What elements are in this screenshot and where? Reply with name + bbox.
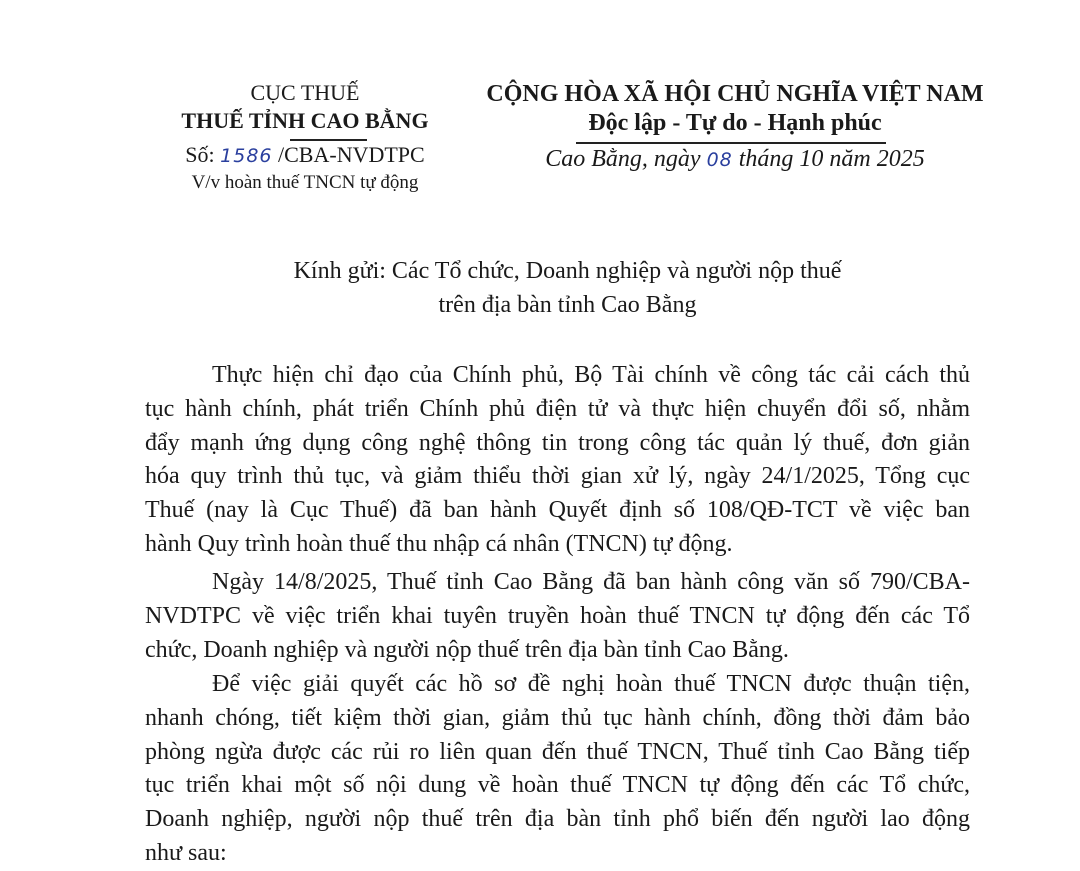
- document-number: [160, 142, 450, 168]
- agency-name: CỤC THUẾ: [250, 80, 360, 105]
- body-line: Để việc giải quyết các hồ sơ đề nghị hoàn thuế TNCN được thuận tiện,: [212, 671, 970, 697]
- body-line: tục hành chính, phát triển Chính phủ điện tử và thực hiện chuyển đổi số, nhằm: [145, 396, 970, 422]
- motto-underline: [576, 142, 886, 144]
- document-subject: V/v hoàn thuế TNCN tự động: [191, 172, 419, 193]
- recipient-line-2: trên địa bàn tỉnh Cao Bằng: [438, 292, 697, 318]
- body-line: tục triển khai một số nội dung về hoàn thuế TNCN tự động đến các Tổ chức,: [145, 772, 970, 798]
- body-line: Doanh nghiệp, người nộp thuế trên địa bàn tỉnh phổ biến đến người lao động: [145, 806, 970, 832]
- date-prefix: Cao Bằng, ngày: [545, 146, 701, 172]
- body-line: chức, Doanh nghiệp và người nộp thuế trên địa bàn tỉnh Cao Bằng.: [145, 637, 789, 663]
- body-line: đẩy mạnh ứng dụng công nghệ thông tin trong công tác quản lý thuế, đơn giản: [145, 430, 970, 456]
- date-suffix: tháng 10 năm 2025: [738, 146, 925, 172]
- nation-title: CỘNG HÒA XÃ HỘI CHỦ NGHĨA VIỆT NAM: [486, 81, 984, 107]
- body-line: hành Quy trình hoàn thuế thu nhập cá nhân (TNCN) tự động.: [145, 531, 733, 557]
- body-line: hóa quy trình thủ tục, và giảm thiểu thời gian xử lý, ngày 24/1/2025, Tổng cục: [145, 463, 970, 489]
- body-line: phòng ngừa được các rủi ro liên quan đến thuế TNCN, Thuế tỉnh Cao Bằng tiếp: [145, 739, 970, 765]
- body-line: nhanh chóng, tiết kiệm thời gian, giảm thủ tục hành chính, đồng thời đảm bảo: [145, 705, 970, 731]
- recipient-line-1: Kính gửi: Các Tổ chức, Doanh nghiệp và người nộp thuế: [293, 258, 842, 284]
- office-name: THUẾ TỈNH CAO BẰNG: [181, 108, 429, 133]
- handwritten-number: 1586: [220, 145, 273, 167]
- body-line: như sau:: [145, 840, 227, 866]
- body-line: Ngày 14/8/2025, Thuế tỉnh Cao Bằng đã ban hành công văn số 790/CBA-: [212, 569, 970, 595]
- body-line: Thực hiện chỉ đạo của Chính phủ, Bộ Tài chính về công tác cải cách thủ: [212, 362, 970, 388]
- body-line: Thuế (nay là Cục Thuế) đã ban hành Quyết định số 108/QĐ-TCT về việc ban: [145, 497, 970, 523]
- body-line: NVDTPC về việc triển khai tuyên truyền hoàn thuế TNCN tự động đến các Tổ: [145, 603, 970, 629]
- document-date: [470, 146, 1000, 173]
- number-suffix: /CBA-NVDTPC: [278, 142, 425, 167]
- national-motto: Độc lập - Tự do - Hạnh phúc: [588, 110, 882, 136]
- handwritten-day: 08: [706, 149, 733, 171]
- number-prefix: Số:: [185, 142, 215, 167]
- office-underline: [290, 139, 367, 141]
